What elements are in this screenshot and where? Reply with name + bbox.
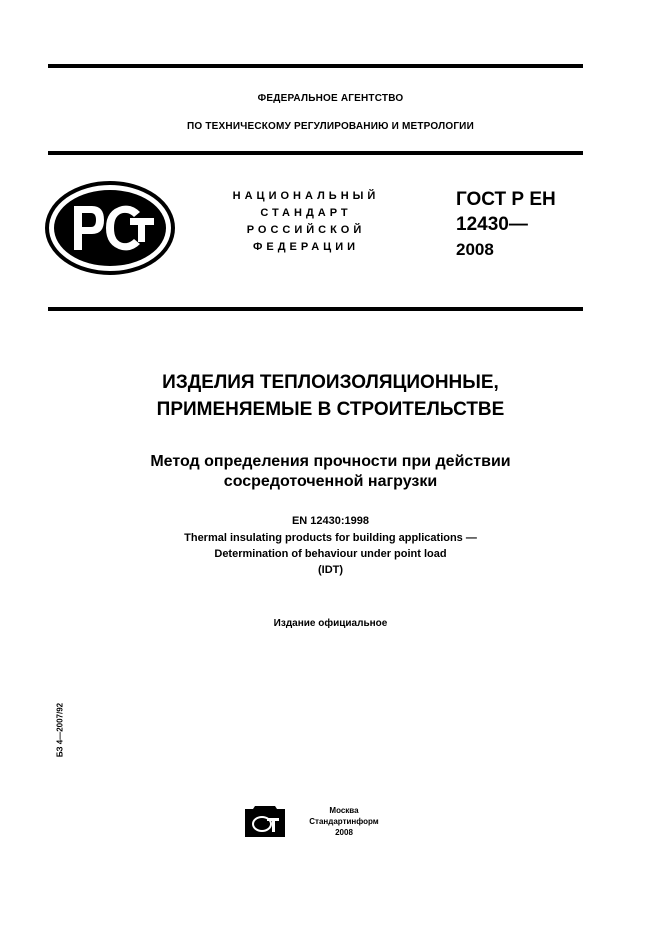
publisher-block bbox=[304, 805, 384, 838]
publisher-city: Москва bbox=[329, 806, 359, 815]
standartinform-logo-icon bbox=[245, 806, 285, 843]
designation-rule bbox=[48, 307, 583, 311]
designation-line-2: 12430— bbox=[456, 214, 528, 235]
side-code: БЗ 4—2007/92 bbox=[55, 702, 65, 758]
title-line-1: ИЗДЕЛИЯ ТЕПЛОИЗОЛЯЦИОННЫЕ, bbox=[162, 372, 499, 393]
designation-line-1: ГОСТ Р ЕН bbox=[456, 189, 556, 210]
agency-line-1: ФЕДЕРАЛЬНОЕ АГЕНТСТВО bbox=[257, 93, 404, 104]
subtitle-line-2: сосредоточенной нагрузки bbox=[223, 473, 438, 490]
en-idt: (IDT) bbox=[317, 564, 344, 576]
header-rule bbox=[48, 151, 583, 155]
title-line-2: ПРИМЕНЯЕМЫЕ В СТРОИТЕЛЬСТВЕ bbox=[156, 399, 505, 420]
en-code: EN 12430:1998 bbox=[291, 515, 370, 527]
edition-label: Издание официальное bbox=[273, 618, 388, 629]
national-standard-line-1: НАЦИОНАЛЬНЫЙ bbox=[232, 190, 380, 202]
publisher-year: 2008 bbox=[335, 828, 353, 837]
national-standard-line-4: ФЕДЕРАЦИИ bbox=[252, 241, 360, 253]
top-rule bbox=[48, 64, 583, 68]
publisher-name: Стандартинформ bbox=[309, 817, 379, 826]
en-title-line-2: Determination of behaviour under point load bbox=[214, 548, 447, 560]
designation-line-3: 2008 bbox=[456, 240, 494, 259]
national-standard-line-2: СТАНДАРТ bbox=[260, 207, 352, 219]
en-title-line-1: Thermal insulating products for building applications — bbox=[184, 532, 477, 544]
gost-r-logo-icon bbox=[44, 180, 176, 281]
national-standard-line-3: РОССИЙСКОЙ bbox=[246, 224, 366, 236]
subtitle-line-1: Метод определения прочности при действии bbox=[150, 453, 511, 470]
agency-line-2: ПО ТЕХНИЧЕСКОМУ РЕГУЛИРОВАНИЮ И МЕТРОЛОГИИ bbox=[187, 121, 474, 132]
